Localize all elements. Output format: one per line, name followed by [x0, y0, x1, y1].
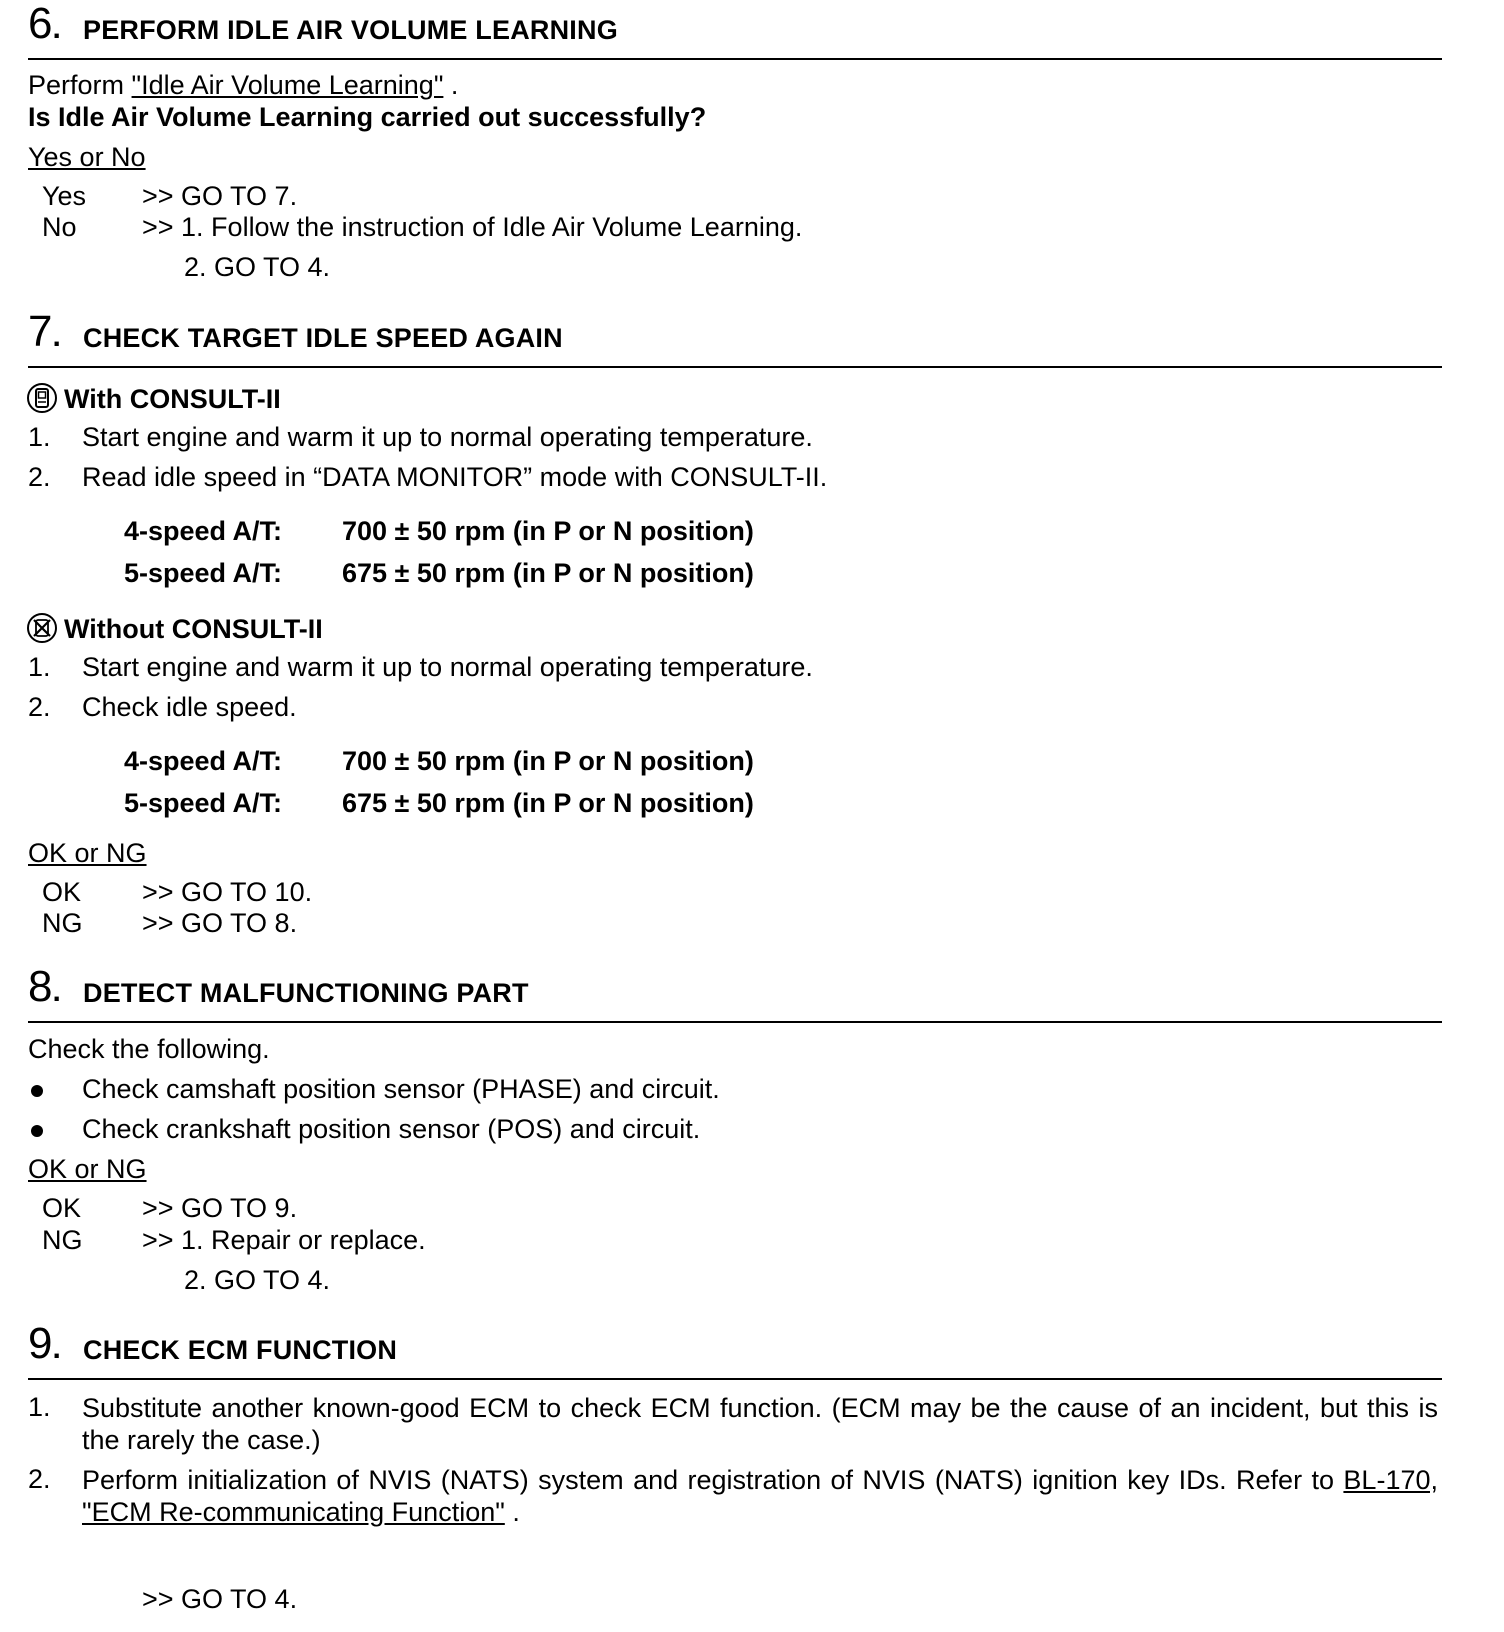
step-8-ng-action-1: >> 1. Repair or replace.	[142, 1225, 426, 1255]
step-8-ng-action-2: 2. GO TO 4.	[184, 1265, 331, 1295]
step-8-ok-label: OK	[42, 1193, 82, 1223]
without-step-1-number: 1.	[28, 652, 51, 682]
step-9-item-2-number: 2.	[28, 1464, 51, 1494]
step-9-title: CHECK ECM FUNCTION	[83, 1334, 398, 1365]
step-6-header	[28, 0, 1442, 60]
step-9-item-1-text: Substitute another known-good ECM to check ECM function. (ECM may be the cause of an incident, but this is the rarely the case.)	[82, 1393, 1438, 1455]
step-6-no-label: No	[42, 212, 77, 242]
with-step-2-number: 2.	[28, 462, 51, 492]
step-6-number: 6.	[28, 0, 61, 48]
idle-air-volume-learning-link[interactable]: "Idle Air Volume Learning"	[131, 70, 444, 100]
step-6-title: PERFORM IDLE AIR VOLUME LEARNING	[83, 14, 618, 45]
with-step-2-text: Read idle speed in “DATA MONITOR” mode with CONSULT-II.	[82, 462, 828, 492]
step-7-judgement-label: OK or NG	[28, 838, 147, 868]
step-6-perform-line: Perform "Idle Air Volume Learning" .	[28, 70, 459, 100]
spec2-4speed-label: 4-speed A/T:	[124, 746, 283, 776]
no-tool-icon	[26, 612, 58, 644]
ecm-recommunicating-link[interactable]: BL-170, "ECM Re-communicating Function"	[82, 1465, 1438, 1527]
step-6-question: Is Idle Air Volume Learning carried out successfully?	[28, 102, 707, 132]
step-8-bullet-1: Check camshaft position sensor (PHASE) and circuit.	[82, 1074, 720, 1104]
spec-4speed-value: 700 ± 50 rpm (in P or N position)	[342, 516, 754, 546]
spec-5speed-label: 5-speed A/T:	[124, 558, 283, 588]
bullet-dot	[31, 1085, 43, 1097]
with-step-1-number: 1.	[28, 422, 51, 452]
spec-5speed-value: 675 ± 50 rpm (in P or N position)	[342, 558, 754, 588]
step-9-item-1-number: 1.	[28, 1392, 51, 1422]
step-7-ng-action: >> GO TO 8.	[142, 908, 298, 938]
spec2-4speed-value: 700 ± 50 rpm (in P or N position)	[342, 746, 754, 776]
step-7-ok-label: OK	[42, 877, 82, 907]
step-7-title: CHECK TARGET IDLE SPEED AGAIN	[83, 322, 563, 353]
bullet-dot	[31, 1125, 43, 1137]
step-6-judgement-label: Yes or No	[28, 142, 146, 172]
step-8-header	[28, 963, 1442, 1023]
step-7-ok-action: >> GO TO 10.	[142, 877, 313, 907]
without-step-1-text: Start engine and warm it up to normal operating temperature.	[82, 652, 813, 682]
step-6-yes-label: Yes	[42, 181, 87, 211]
step-9-final-action: >> GO TO 4.	[142, 1584, 298, 1614]
step-9-header	[28, 1320, 1442, 1380]
with-step-1-text: Start engine and warm it up to normal operating temperature.	[82, 422, 813, 452]
step-7-ng-label: NG	[42, 908, 83, 938]
step-8-bullet-2: Check crankshaft position sensor (POS) and circuit.	[82, 1114, 701, 1144]
with-consult-heading: With CONSULT-II	[26, 382, 281, 415]
step-8-number: 8.	[28, 962, 61, 1011]
step-8-ok-action: >> GO TO 9.	[142, 1193, 298, 1223]
step-6-no-action-1: >> 1. Follow the instruction of Idle Air Volume Learning.	[142, 212, 803, 242]
spec-4speed-label: 4-speed A/T:	[124, 516, 283, 546]
step-7-number: 7.	[28, 307, 61, 356]
step-8-ng-label: NG	[42, 1225, 83, 1255]
spec2-5speed-value: 675 ± 50 rpm (in P or N position)	[342, 788, 754, 818]
without-consult-heading: Without CONSULT-II	[26, 612, 323, 645]
consult-tool-icon	[26, 382, 58, 414]
step-8-intro: Check the following.	[28, 1034, 270, 1064]
spec2-5speed-label: 5-speed A/T:	[124, 788, 283, 818]
step-6-yes-action: >> GO TO 7.	[142, 181, 298, 211]
step-9-number: 9.	[28, 1319, 61, 1368]
step-8-judgement-label: OK or NG	[28, 1154, 147, 1184]
without-step-2-number: 2.	[28, 692, 51, 722]
step-7-header	[28, 308, 1442, 368]
without-step-2-text: Check idle speed.	[82, 692, 297, 722]
step-9-item-2-text: Perform initialization of NVIS (NATS) system and registration of NVIS (NATS) ignition key IDs. Refer to BL-170, "ECM Re-communicating Function" .	[82, 1465, 1438, 1527]
step-8-title: DETECT MALFUNCTIONING PART	[83, 977, 529, 1008]
step-6-no-action-2: 2. GO TO 4.	[184, 252, 331, 282]
